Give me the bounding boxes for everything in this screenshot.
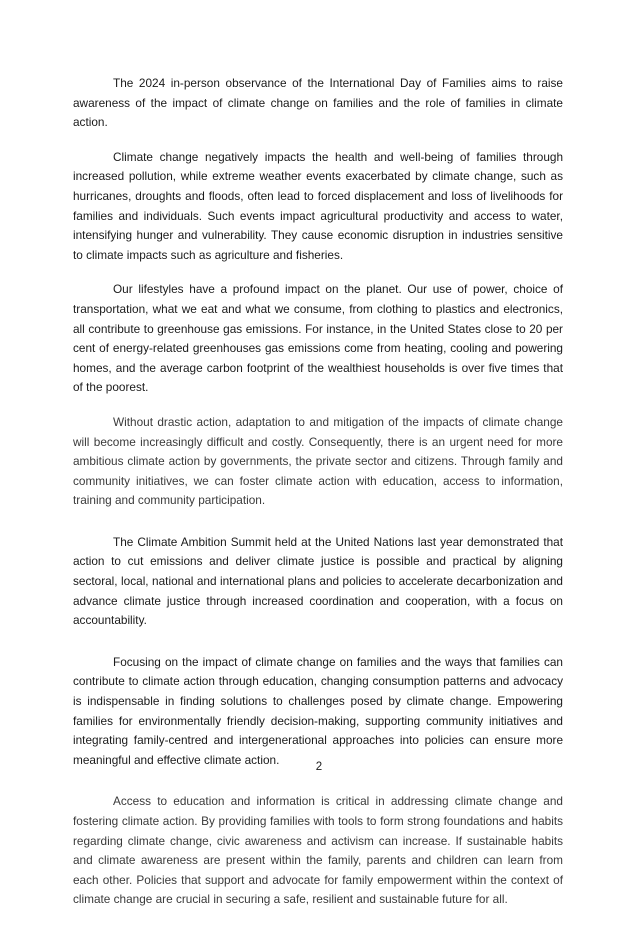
paragraph-climate-impacts: Climate change negatively impacts the health and well-being of families through increased pollution, while extreme weather events exacerbated by climate change, such as hurricanes, droughts and floods, often lead to forced displacement and loss of livelihoods for families and individuals. Such events impact agricultural productivity and access to water, intensifying hunger and vulnerability. They cause economic disruption in industries sensitive to climate impacts such as agriculture and fisheries. [73,149,563,262]
paragraph-lifestyles: Our lifestyles have a profound impact on the planet. Our use of power, choice of transportation, what we eat and what we consume, from clothing to plastics and electronics, all contribute to greenhouse gas emissions. For instance, in the United States close to 20 per cent of energy-related greenhouses gas emissions come from heating, cooling and powering homes, and the average carbon footprint of the wealthiest households is over five times that of the poorest. [73,282,563,395]
document-body [73,74,563,925]
paragraph-observance: The 2024 in-person observance of the International Day of Families aims to raise awareness of the impact of climate change on families and the role of families in climate action. [73,76,563,130]
paragraph-family-focus: Focusing on the impact of climate change on families and the ways that families can contribute to climate action through education, changing consumption patterns and advocacy is indispensable in finding solutions to challenges posed by climate change. Empowering families for environmentally friendly decision-making, supporting community initiatives and integrating family-centred and intergenerational approaches into policies can ensure more meaningful and effective climate action. [73,654,563,767]
paragraph-education-access: Access to education and information is critical in addressing climate change and fostering climate action. By providing families with tools to form strong foundations and habits regarding climate change, civic awareness and activism can increase. If sustainable habits and climate awareness are present within the family, parents and children can learn from each other. Policies that support and advocate for family empowerment within the context of climate change are crucial in securing a safe, resilient and sustainable future for all. [73,794,563,907]
paragraph-drastic-action: Without drastic action, adaptation to and mitigation of the impacts of climate change will become increasingly difficult and costly. Consequently, there is an urgent need for more ambitious climate action by governments, the private sector and citizens. Through family and community initiatives, we can foster climate action with education, access to information, training and community participation. [73,414,563,508]
page-number: 2 [315,761,323,773]
paragraph-ambition-summit: The Climate Ambition Summit held at the United Nations last year demonstrated that action to cut emissions and deliver climate justice is possible and practical by aligning sectoral, local, national and international plans and policies to accelerate decarbonization and advance climate justice through increased coordination and cooperation, with a focus on accountability. [73,534,563,628]
